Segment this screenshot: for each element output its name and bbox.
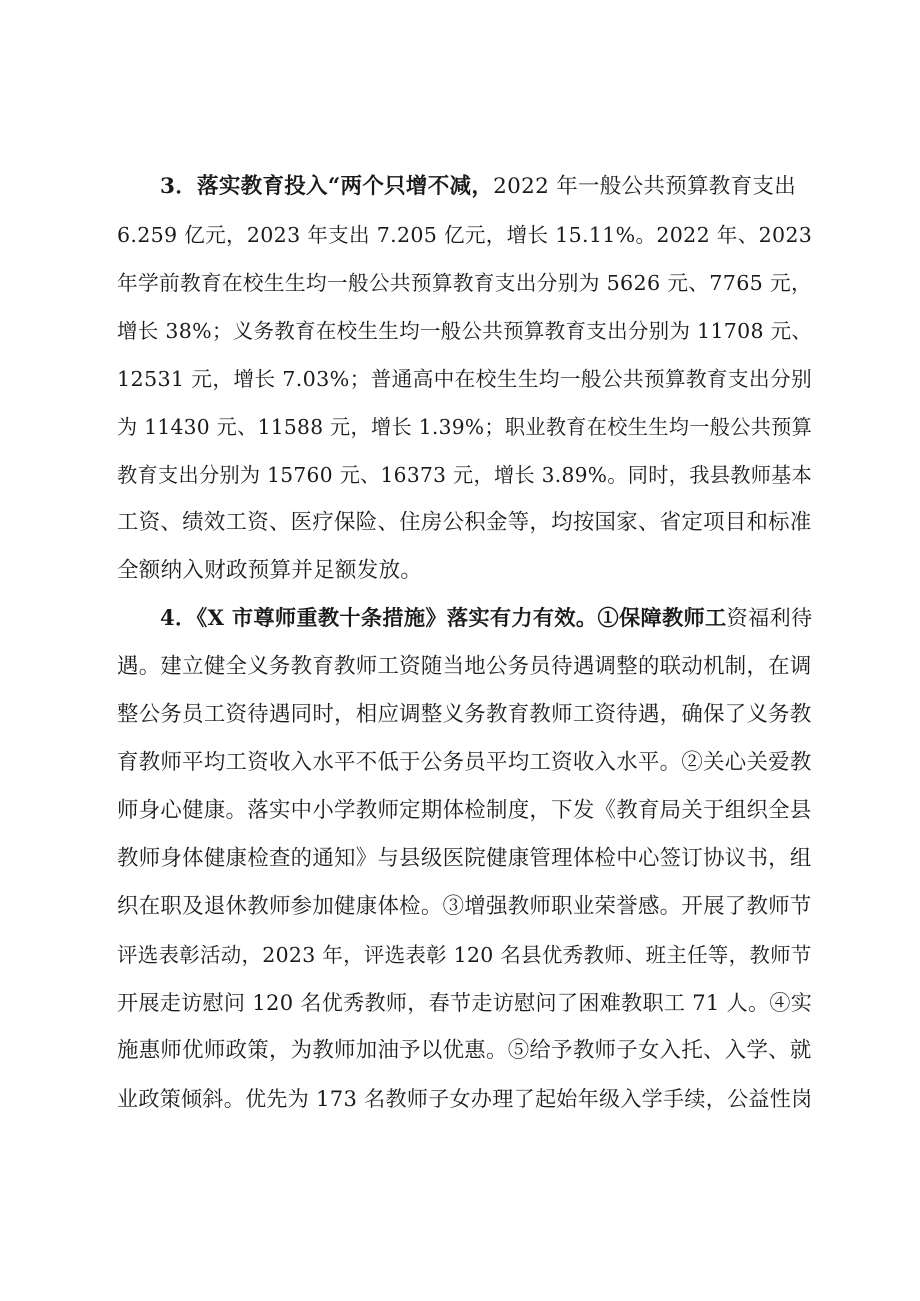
paragraph-4-line-10: 施惠师优师政策，为教师加油予以优惠。⑤给予教师子女入托、入学、就 — [117, 1038, 812, 1063]
paragraph-4-line-5: 师身心健康。落实中小学教师定期体检制度，下发《教育局关于组织全县 — [117, 798, 812, 823]
paragraph-3-line-6: 为 11430 元、11588 元，增长 1.39%；职业教育在校生生均一般公共预算 — [117, 415, 813, 439]
paragraph-4-text: 资福利待 — [726, 606, 813, 631]
paragraph-4-line-9: 开展走访慰问 120 名优秀教师，春节走访慰问了困难教职工 71 人。④实 — [117, 990, 813, 1015]
paragraph-4-line-2: 遇。建立健全义务教育教师工资随当地公务员待遇调整的联动机制，在调 — [117, 654, 812, 679]
paragraph-4-line-8: 评选表彰活动，2023 年，评选表彰 120 名县优秀教师、班主任等，教师节 — [117, 943, 812, 967]
paragraph-4-line-4: 育教师平均工资收入水平不低于公务员平均工资收入水平。②关心关爱教 — [117, 750, 812, 775]
paragraph-4-line-6: 教师身体健康检查的通知》与县级医院健康管理体检中心签订协议书，组 — [117, 846, 812, 871]
paragraph-3-line-1 — [160, 172, 796, 202]
paragraph-4-line-3: 整公务员工资待遇同时，相应调整义务教育教师工资待遇，确保了义务教 — [117, 702, 812, 727]
paragraph-3-heading: 3．落实教育投入“两个只增不减， — [160, 174, 494, 199]
paragraph-3-text: 2022 年一般公共预算教育支出 — [493, 174, 796, 199]
paragraph-3-line-2: 6.259 亿元，2023 年支出 7.205 亿元，增长 15.11%。2022 年、2023 — [117, 223, 813, 247]
paragraph-3-line-3: 年学前教育在校生生均一般公共预算教育支出分别为 5626 元、7765 元， — [117, 271, 812, 295]
paragraph-4-line-7: 织在职及退休教师参加健康体检。③增强教师职业荣誉感。开展了教师节 — [117, 894, 812, 919]
paragraph-4-line-11: 业政策倾斜。优先为 173 名教师子女办理了起始年级入学手续，公益性岗 — [117, 1086, 813, 1111]
paragraph-4-line-1 — [160, 604, 812, 634]
paragraph-3-line-7: 教育支出分别为 15760 元、16373 元，增长 3.89%。同时，我县教师基本 — [117, 463, 813, 487]
paragraph-3-line-5: 12531 元，增长 7.03%；普通高中在校生生均一般公共预算教育支出分别 — [117, 367, 812, 391]
paragraph-4-heading: 4．《X 市尊师重教十条措施》落实有力有效。①保障教师工 — [160, 606, 727, 631]
paragraph-3-line-8: 工资、绩效工资、医疗保险、住房公积金等，均按国家、省定项目和标准 — [117, 510, 812, 535]
paragraph-3-line-9: 全额纳入财政预算并足额发放。 — [117, 558, 423, 583]
paragraph-3-line-4: 增长 38%；义务教育在校生生均一般公共预算教育支出分别为 11708 元、 — [117, 319, 813, 343]
